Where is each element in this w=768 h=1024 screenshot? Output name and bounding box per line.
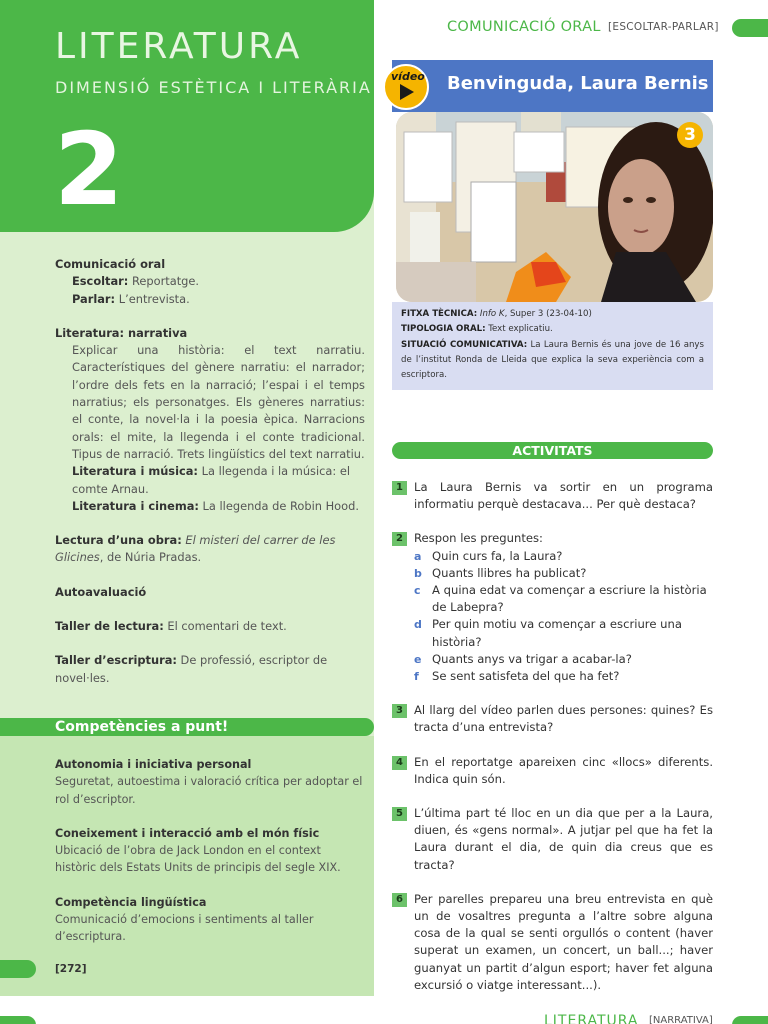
competencies-list (55, 756, 365, 946)
video-info-box (392, 302, 713, 390)
info-fitxa: FITXA TÈCNICA: Info K, Super 3 (23-04-10) (401, 309, 592, 319)
activity-number: 4 (392, 756, 407, 770)
section-header: COMUNICACIÓ ORAL (447, 19, 601, 35)
sub-question: e Quants anys va trigar a acabar-la? (414, 651, 632, 666)
competency-heading: Competència lingüística (55, 895, 207, 909)
unit-title: LITERATURA (55, 26, 303, 67)
toc-item: Taller de lectura: El comentari de text. (55, 619, 287, 634)
activity-text: En el reportatge apareixen cinc «llocs» diferents. Indica quin són. (414, 754, 713, 786)
toc-heading: Comunicació oral (55, 257, 166, 271)
competency-text: Ubicació de l’obra de Jack London en el context històric dels Estats Units de principis del segle XIX. (55, 844, 341, 875)
activity-number: 3 (392, 704, 407, 718)
sub-question: c A quina edat va començar a escriure la història de Labepra? (414, 583, 707, 615)
sub-question: b Quants llibres ha publicat? (414, 565, 587, 580)
competency-heading: Coneixement i interacció amb el món físic (55, 826, 320, 840)
toc-item: Explicar una història: el text narratiu. Característiques del gènere narratiu: el narrador; l’ordre dels fets en la narració; l’espai i el temps narratius; els personatges. Els gèneres narratius: el conte, la novel·la i la poesia èpica. Narracions orals: el mite, la llegenda i el conte tradicional. Tipus de narració. Trets lingüístics del text narratiu. (72, 343, 365, 461)
unit-subtitle: DIMENSIÓ ESTÈTICA I LITERÀRIA (55, 78, 372, 97)
activity-text: Al llarg del vídeo parlen dues persones: quines? Es tracta d’una entrevista? (414, 703, 713, 735)
info-tipologia: TIPOLOGIA ORAL: Text explicatiu. (401, 324, 553, 335)
footer-subsection: [NARRATIVA] (649, 1015, 713, 1024)
activity-text: La Laura Bernis va sortir en un programa informatiu perquè destacava... Per què destaca? (414, 480, 713, 512)
activity-item (392, 754, 713, 788)
activity-item (392, 805, 713, 874)
toc-item: Taller d’escriptura: De professió, escriptor de novel·les. (55, 653, 328, 685)
unit-contents (55, 256, 365, 687)
toc-item: Literatura i cinema: La llegenda de Robin Hood. (72, 498, 359, 513)
toc-item: Lectura d’una obra: El misteri del carrer de les Glicines, de Núria Pradas. (55, 533, 336, 565)
activity-number: 1 (392, 481, 407, 495)
activities-list (392, 479, 713, 994)
channel-logo-icon: 3 (677, 122, 703, 148)
toc-heading: Autoavaluació (55, 584, 147, 599)
play-icon[interactable] (400, 84, 414, 100)
info-situacio: SITUACIÓ COMUNICATIVA: La Laura Bernis és una jove de 16 anys de l’institut Ronda de Lleida que explica la seva experiència com a escriptora. (401, 339, 704, 381)
footer-tab-right (732, 1016, 768, 1024)
activity-number: 2 (392, 532, 407, 546)
page-tab (0, 960, 36, 978)
video-still-image (396, 112, 713, 302)
toc-heading: Literatura: narrativa (55, 325, 188, 340)
page-number: [272] (55, 963, 87, 975)
activity-text: Respon les preguntes: (414, 531, 543, 546)
competency-heading: Autonomia i iniciativa personal (55, 758, 252, 771)
activity-text: L’última part té lloc en un dia que per a la Laura, diuen, és «gens normal». A jutjar pel que ha fet la Laura durant el dia, de quin dia creus que es tracta? (414, 806, 713, 872)
competency-text: Seguretat, autoestima i valoració crítica per adoptar el rol d’escriptor. (55, 775, 363, 806)
toc-item: Parlar: L’entrevista. (72, 291, 190, 306)
activity-item (392, 891, 713, 994)
header-tab (732, 19, 768, 37)
section-subheader: [ESCOLTAR-PARLAR] (608, 21, 719, 33)
activity-item (392, 479, 713, 513)
toc-item: Escoltar: Reportatge. (72, 274, 200, 289)
activities-title: ACTIVITATS (512, 443, 593, 458)
activity-number: 6 (392, 893, 407, 907)
sub-question: f Se sent satisfeta del que ha fet? (414, 669, 620, 684)
activity-item (392, 530, 713, 685)
video-badge-label: vídeo (391, 70, 425, 83)
toc-item: Literatura i música: La llegenda i la música: el comte Arnau. (72, 464, 351, 496)
competencies-title: Competències a punt! (55, 719, 229, 735)
competency-text: Comunicació d’emocions i sentiments al taller d’escriptura. (55, 913, 314, 944)
video-title: Benvinguda, Laura Bernis (447, 73, 709, 94)
footer-tab-left (0, 1016, 36, 1024)
unit-number: 2 (54, 111, 124, 228)
sub-question: d Per quin motiu va començar a escriure una història? (414, 617, 682, 649)
activity-text: Per parelles prepareu una breu entrevista en què un de vosaltres pregunta a l’altre sobre alguna cosa de la qual se senti orgullós o content (haver superat un examen, un concert, un ball...; haver guanyat un partit d’algun esport; haver fet alguna excursió o viatge interessant...). (414, 891, 713, 992)
sub-question: a Quin curs fa, la Laura? (414, 548, 563, 563)
activity-number: 5 (392, 807, 407, 821)
footer-section: LITERATURA (544, 1013, 639, 1024)
activity-item (392, 702, 713, 736)
